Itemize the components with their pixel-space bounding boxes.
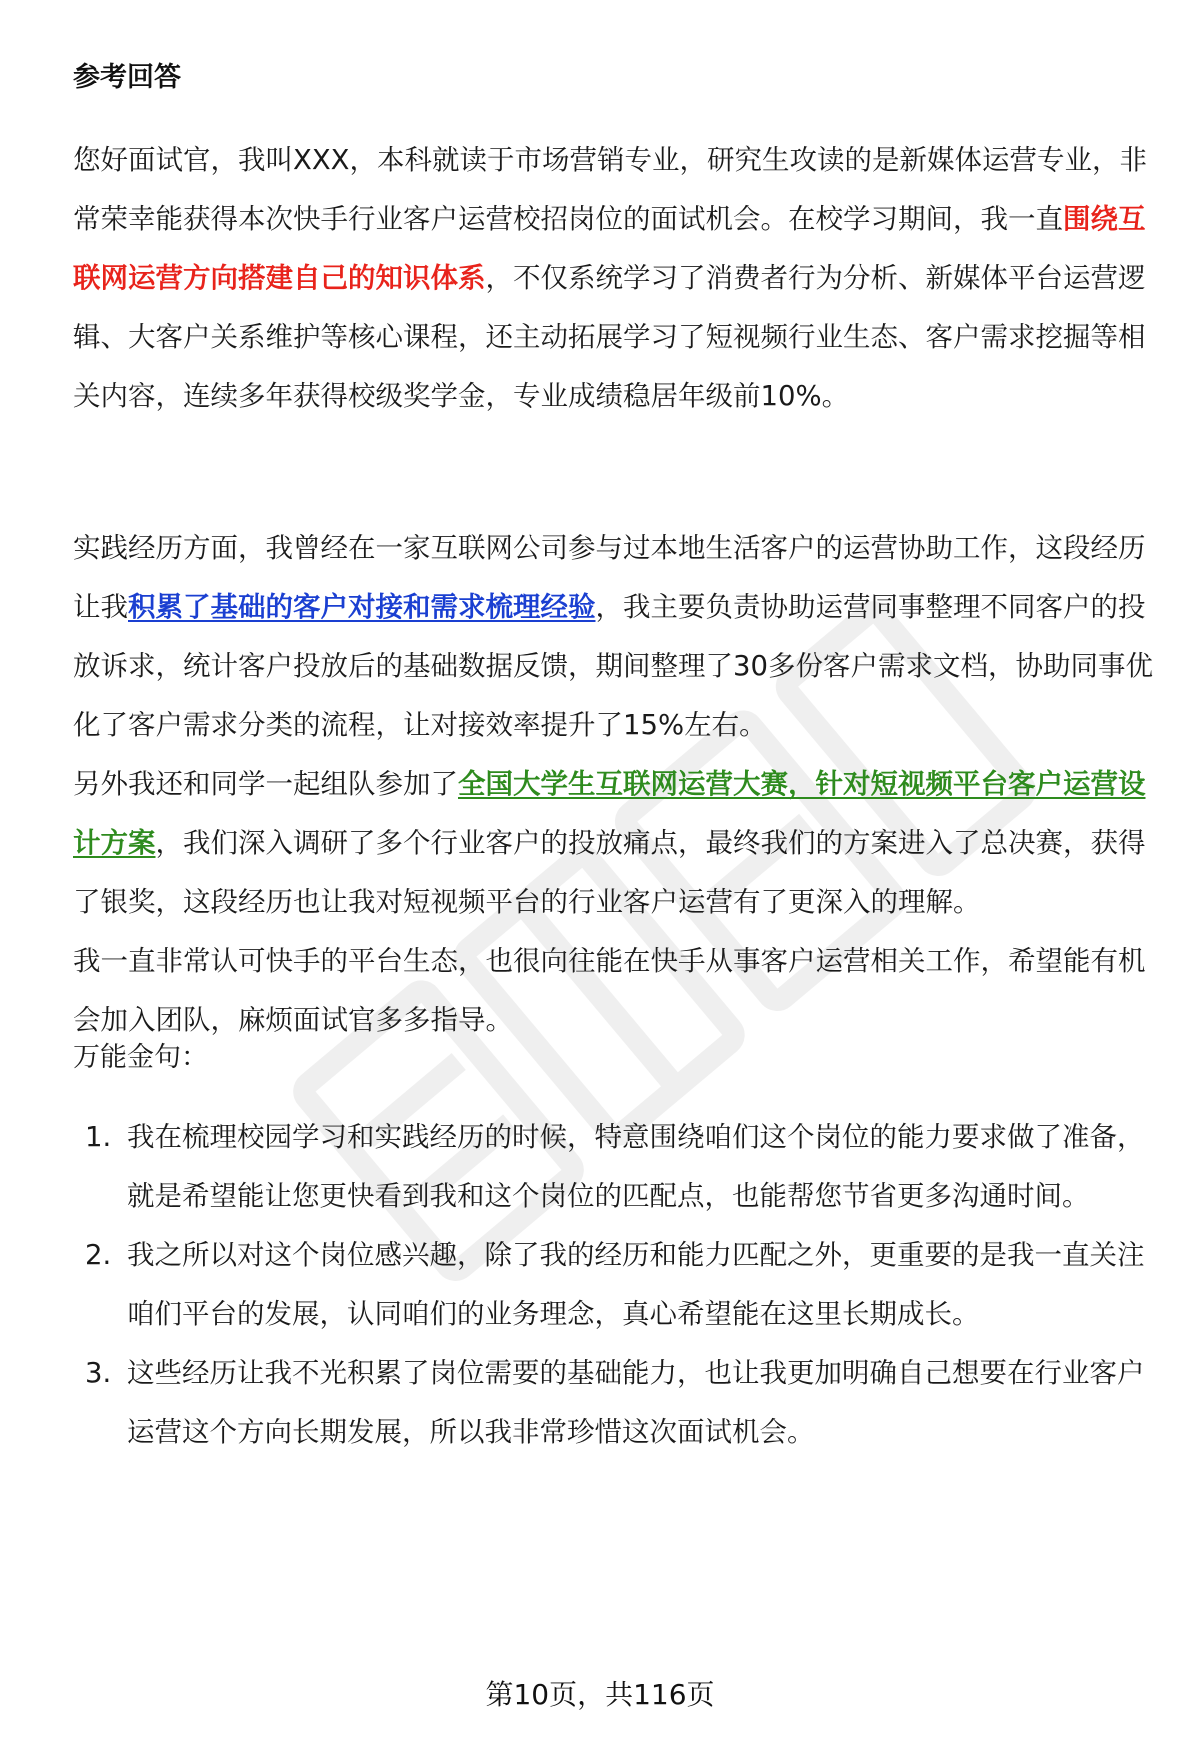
list-item-text: 我在梳理校园学习和实践经历的时候，特意围绕咱们这个岗位的能力要求做了准备，就是希望能让您更快看到我和这个岗位的匹配点，也能帮您节省更多沟通时间。: [127, 1121, 1145, 1212]
list-item-text: 这些经历让我不光积累了岗位需要的基础能力，也让我更加明确自己想要在行业客户运营这个方向长期发展，所以我非常珍惜这次面试机会。: [127, 1357, 1145, 1448]
intro-paragraph: [73, 131, 1158, 426]
golden-sentences-label: 万能金句：: [73, 1042, 208, 1073]
section-heading: 参考回答: [73, 62, 181, 93]
competition-highlight: 全国大学生互联网运营大赛，针对短视频平台客户运营设计方案: [73, 768, 1146, 859]
intro-text-start: 您好面试官，我叫XXX，本科就读于市场营销专业，研究生攻读的是新媒体运营专业，非常荣幸能获得本次快手行业客户运营校招岗位的面试机会。在校学习期间，我一直: [73, 144, 1148, 235]
page-number-footer: 第10页，共116页: [485, 1678, 715, 1711]
golden-sentences-list: [73, 1108, 1158, 1462]
closing-text: 我一直非常认可快手的平台生态，也很向往能在快手从事客户运营相关工作，希望能有机会加入团队，麻烦面试官多多指导。: [73, 945, 1146, 1036]
practice-text-end: ，我主要负责协助运营同事整理不同客户的投放诉求，统计客户投放后的基础数据反馈，期间整理了30多份客户需求文档，协助同事优化了客户需求分类的流程，让对接效率提升了15%左右。: [73, 591, 1153, 741]
list-item-text: 我之所以对这个岗位感兴趣，除了我的经历和能力匹配之外，更重要的是我一直关注咱们平台的发展，认同咱们的业务理念，真心希望能在这里长期成长。: [127, 1239, 1145, 1330]
list-item: [73, 1344, 1158, 1462]
competition-text-end: ，我们深入调研了多个行业客户的投放痛点，最终我们的方案进入了总决赛，获得了银奖，这段经历也让我对短视频平台的行业客户运营有了更深入的理解。: [73, 827, 1146, 918]
practice-highlight: 积累了基础的客户对接和需求梳理经验: [128, 591, 596, 623]
competition-text-start: 另外我还和同学一起组队参加了: [73, 768, 458, 800]
list-item: [73, 1226, 1158, 1344]
intro-highlight: 围绕互联网运营方向搭建自己的知识体系: [73, 203, 1146, 294]
list-item-number: 3.: [85, 1357, 112, 1389]
list-item-number: 1.: [85, 1121, 112, 1153]
list-item-number: 2.: [85, 1239, 112, 1271]
intro-text-end: ，不仅系统学习了消费者行为分析、新媒体平台运营逻辑、大客户关系维护等核心课程，还主动拓展学习了短视频行业生态、客户需求挖掘等相关内容，连续多年获得校级奖学金，专业成绩稳居年级前10%。: [73, 262, 1146, 412]
list-item: [73, 1108, 1158, 1226]
practice-text-start: 实践经历方面，我曾经在一家互联网公司参与过本地生活客户的运营协助工作，这段经历让我: [73, 532, 1146, 623]
practice-paragraph: [73, 519, 1158, 1050]
